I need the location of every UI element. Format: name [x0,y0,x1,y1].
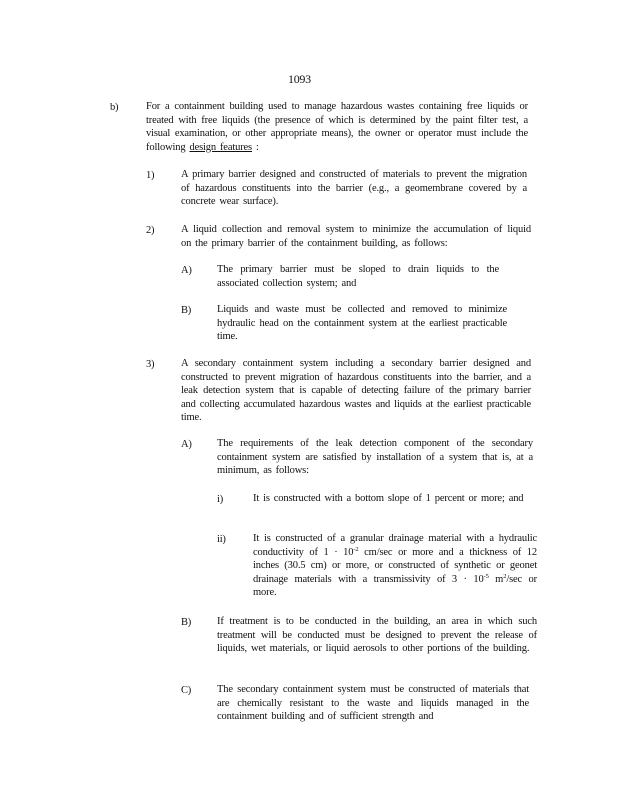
exponent-3: 2 [503,572,507,580]
item-3a-i-text: It is constructed with a bottom slope of 1 percent or more; and [253,493,524,504]
exponent-2: -5 [483,572,489,580]
page-number: 1093 [288,72,311,86]
item-3a-ii-label: ii) [217,534,226,545]
item-3a-ii-text [253,532,537,600]
item-2-label: 2) [146,225,155,236]
item-3a-i-label: i) [217,494,224,505]
item-1-text: A primary barrier designed and constructed of materials to prevent the migration of hazardous constituents into the barrier (e.g., a geomembrane covered by a concrete wear surface). [181,169,527,207]
item-2b-text: Liquids and waste must be collected and removed to minimize hydraulic head on the containment system at the earliest practicable time. [217,304,507,342]
item-3b-text: If treatment is to be conducted in the building, an area in which such treatment will be conducted must be designed to prevent the release of liquids, wet materials, or liquid aerosols to other portions of the building. [217,616,537,654]
item-3a-ii-text-4: /sec or more. [253,573,537,598]
design-features-underlined: design features [189,141,252,153]
item-b-text-start: For a containment building used to manage hazardous wastes containing free liquids or treated with free liquids (the presence of which is determined by the paint filter test, a visual examination, or other appropriate means), the owner or operator must include the following [146,101,528,153]
item-3c-text: The secondary containment system must be constructed of materials that are chemically resistant to the waste and liquids managed in the containment building and of sufficient strength and [217,684,529,722]
item-3a-ii-text-1: It is constructed of a granular drainage material with a hydraulic conductivity of 1 · 10 [253,533,537,558]
item-3b-label: B) [181,617,192,628]
item-b-text-end: : [252,141,259,153]
item-2-text: A liquid collection and removal system to minimize the accumulation of liquid on the primary barrier of the containment building, as follows: [181,224,531,249]
item-2a-text: The primary barrier must be sloped to drain liquids to the associated collection system; and [217,264,499,289]
item-3a-ii-text-3: m [488,573,504,585]
item-3a-ii-text-2: cm/sec or more and a thickness of 12 inches (30.5 cm) or more, or constructed of synthetic or geonet drainage materials with a transmissivity of 3 · 10 [253,546,537,585]
item-3-label: 3) [146,359,155,370]
item-2b-label: B) [181,305,192,316]
item-2a-label: A) [181,265,192,276]
item-b-text [146,100,528,154]
item-3a-text: The requirements of the leak detection component of the secondary containment system are satisfied by installation of a system that is, at a minimum, as follows: [217,438,533,476]
item-3a-label: A) [181,439,192,450]
item-b-label: b) [110,102,119,113]
item-1-label: 1) [146,170,155,181]
exponent-1: -2 [353,545,359,553]
item-3c-label: C) [181,685,192,696]
item-3-text: A secondary containment system including a secondary barrier designed and constructed to prevent migration of hazardous constituents into the barrier, and a leak detection system that is capable of detecting failure of the primary barrier and collecting accumulated hazardous wastes and liquids at the earliest practicable time. [181,358,531,423]
